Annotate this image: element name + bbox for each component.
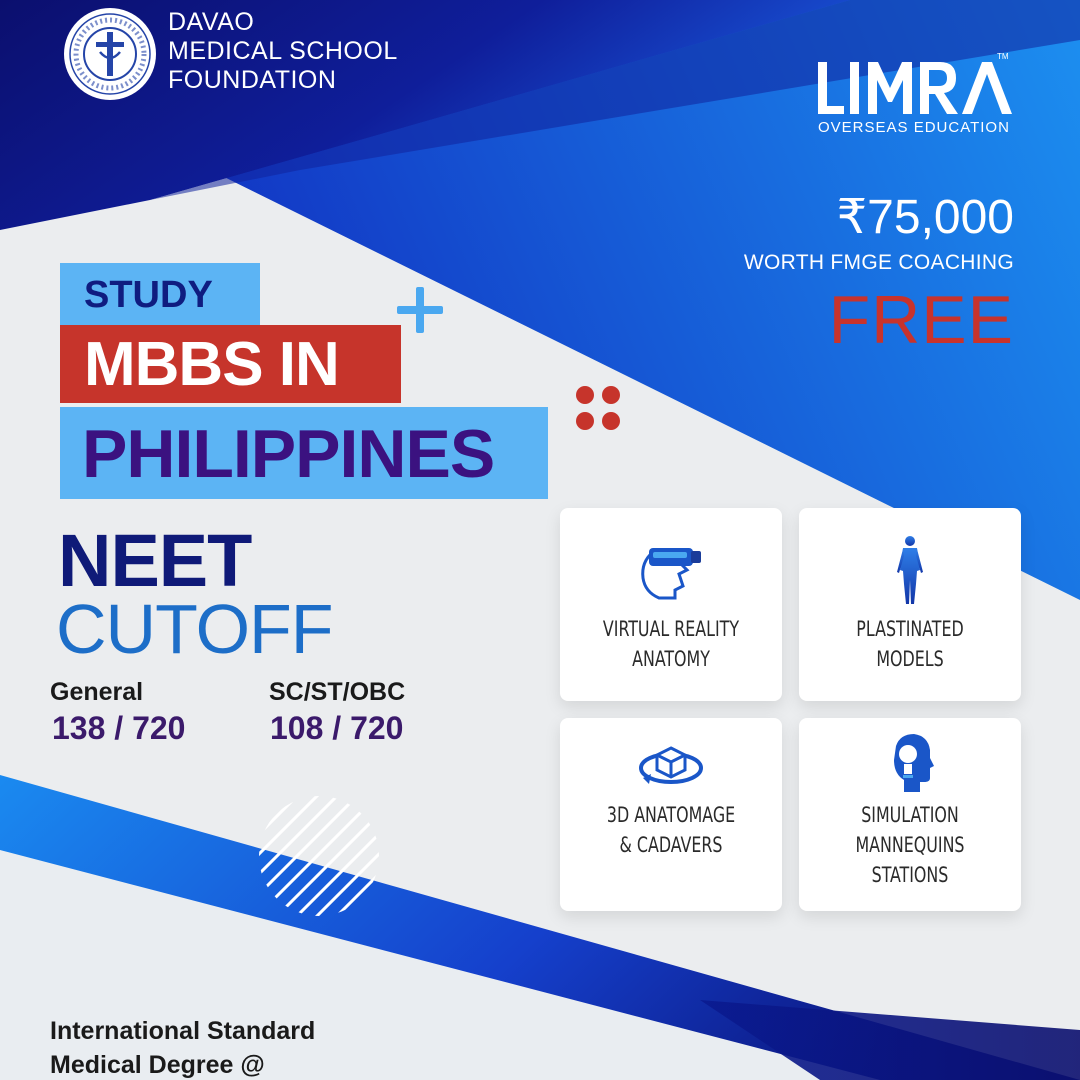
- footer-line: International Standard: [50, 1017, 316, 1045]
- headline-mbbs: MBBS IN: [84, 330, 339, 399]
- feature-card-3d-anatomage: [560, 718, 782, 911]
- feature-label-line: VIRTUAL REALITY: [602, 617, 740, 641]
- head-bulb-icon: [870, 730, 950, 800]
- neet-title: NEET: [58, 519, 252, 602]
- offer-description: WORTH FMGE COACHING: [743, 251, 1014, 274]
- reserved-category-label: SC/ST/OBC: [269, 678, 406, 706]
- school-name: [168, 8, 398, 95]
- feature-label-line: 3D ANATOMAGE: [606, 803, 736, 827]
- feature-label: [578, 614, 764, 674]
- feature-label: [817, 614, 1003, 674]
- feature-label-line: STATIONS: [871, 863, 949, 887]
- headline-philippines: PHILIPPINES: [82, 416, 495, 492]
- general-cutoff-score: 138 / 720: [52, 710, 186, 746]
- headline-study: STUDY: [84, 274, 213, 316]
- feature-label: [578, 800, 764, 860]
- plus-icon: [395, 285, 445, 335]
- feature-label-line: PLASTINATED: [856, 617, 964, 641]
- feature-label-line: SIMULATION: [861, 803, 959, 827]
- footer-text: [50, 1014, 315, 1080]
- limra-logo: [816, 58, 1012, 118]
- diagonal-stripes-decoration: [258, 795, 380, 917]
- four-dots-icon: [574, 384, 622, 432]
- feature-label-line: ANATOMY: [632, 647, 710, 671]
- feature-label: [817, 800, 1003, 890]
- school-name-line: DAVAO: [168, 8, 255, 36]
- general-category-label: General: [50, 678, 144, 706]
- feature-card-plastinated-models: [799, 508, 1021, 701]
- cutoff-title: CUTOFF: [56, 590, 333, 668]
- brand-tagline: OVERSEAS EDUCATION: [818, 119, 1010, 136]
- human-body-icon: [870, 534, 950, 604]
- reserved-cutoff-score: 108 / 720: [270, 710, 404, 746]
- feature-label-line: MANNEQUINS: [855, 833, 965, 857]
- school-name-line: FOUNDATION: [168, 66, 337, 94]
- vr-headset-icon: [631, 534, 711, 604]
- feature-card-virtual-reality: [560, 508, 782, 701]
- feature-label-line: & CADAVERS: [619, 833, 723, 857]
- trademark-mark: TM: [997, 52, 1009, 61]
- offer-amount: ₹75,000: [836, 191, 1014, 244]
- feature-label-line: MODELS: [876, 647, 944, 671]
- footer-line: Medical Degree @: [50, 1051, 265, 1079]
- school-seal-logo: [62, 6, 158, 102]
- 3d-cube-rotate-icon: [631, 730, 711, 800]
- offer-free-label: FREE: [828, 282, 1014, 358]
- feature-card-simulation: [799, 718, 1021, 911]
- school-name-line: MEDICAL SCHOOL: [168, 37, 398, 65]
